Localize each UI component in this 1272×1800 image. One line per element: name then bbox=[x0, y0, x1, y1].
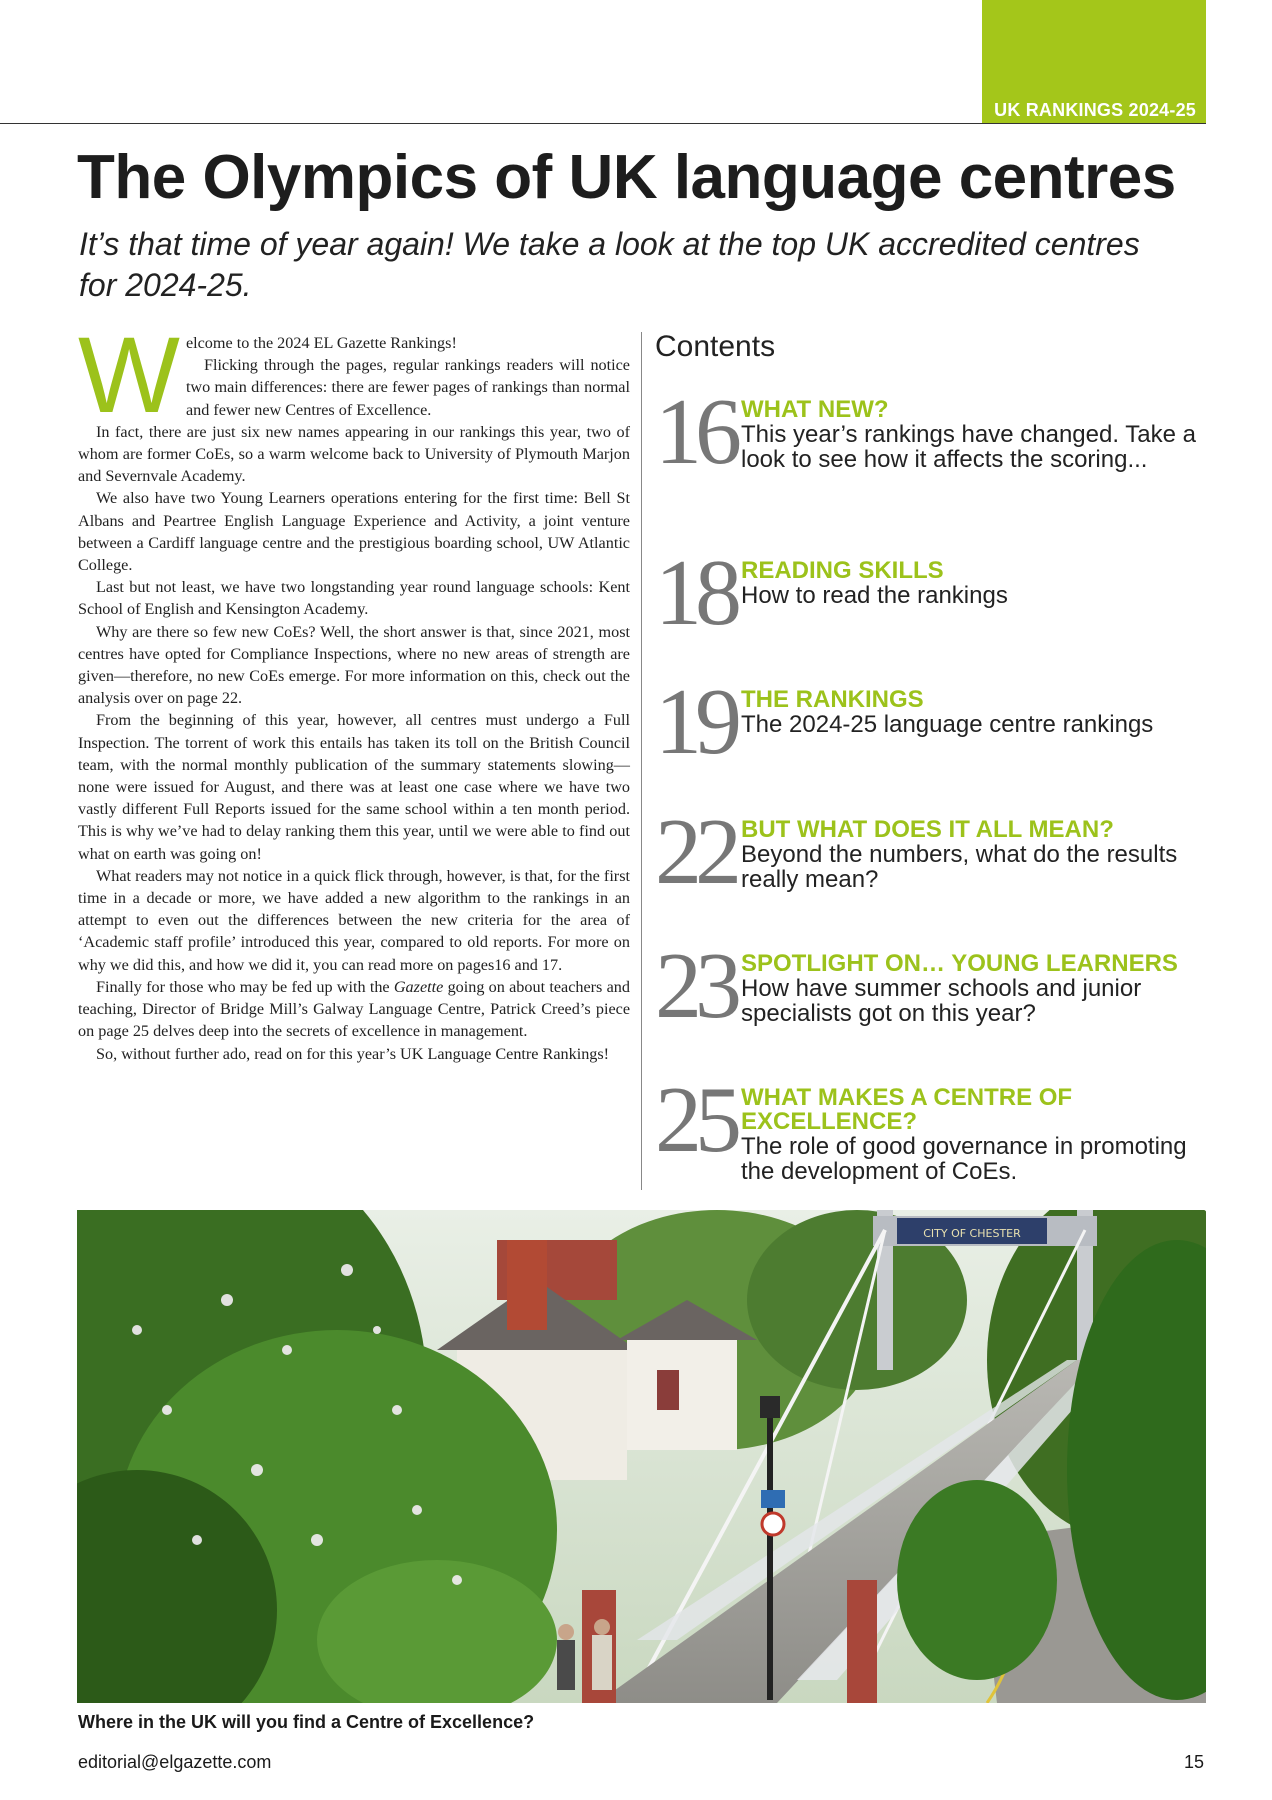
article-paragraph: Welcome to the 2024 EL Gazette Rankings! bbox=[78, 314, 457, 435]
footer-email-link[interactable]: editorial@elgazette.com bbox=[78, 1752, 272, 1772]
article-paragraph: What readers may not notice in a quick flick through, however, is that, for the first time in a decade or more, we have added a new algorithm to the rankings in an attempt to even out the differences between the new criteria for the area of ‘Academic staff profile’ introduced this year, compared to old reports. For more on why we did this, and how we did it, you can read more on pages16 and 17. bbox=[78, 866, 630, 974]
contents-item-desc: This year’s rankings have changed. Take a look to see how it affects the scoring... bbox=[741, 421, 1196, 473]
contents-page-number: 22 bbox=[655, 800, 735, 904]
gazette-italic: Gazette bbox=[393, 977, 444, 996]
contents-item-desc: How to read the rankings bbox=[741, 582, 1008, 609]
contents-item-title: THE RANKINGS bbox=[741, 686, 924, 713]
contents-item[interactable] bbox=[655, 1068, 1215, 1185]
article-body bbox=[78, 314, 630, 1065]
contents-item[interactable] bbox=[655, 934, 1215, 1038]
photo-caption: Where in the UK will you find a Centre of Excellence? bbox=[78, 1712, 535, 1732]
article-paragraph: Why are there so few new CoEs? Well, the short answer is that, since 2021, most centres have opted for Compliance Inspections, where no new areas of strength are given—therefore, no new CoEs emerge. For more information on this, check out the analysis over on page 22. bbox=[78, 622, 630, 708]
contents-item-title: BUT WHAT DOES IT ALL MEAN? bbox=[741, 816, 1114, 843]
contents-item-desc: The role of good governance in promoting the development of CoEs. bbox=[741, 1133, 1187, 1185]
contents-item[interactable] bbox=[655, 670, 1215, 774]
contents-item-desc: Beyond the numbers, what do the results really mean? bbox=[741, 841, 1178, 893]
contents-heading: Contents bbox=[655, 330, 776, 363]
article-paragraph: We also have two Young Learners operations entering for the first time: Bell St Albans and Peartree English Language Experience and Activity, a joint venture between a Cardiff language centre and the prestigious boarding school, UW Atlantic College. bbox=[78, 489, 630, 575]
bridge-photo bbox=[77, 1210, 1206, 1703]
drop-cap: W bbox=[78, 314, 180, 435]
article-paragraph: In fact, there are just six new names appearing in our rankings this year, two of whom are former CoEs, so a warm welcome back to University of Plymouth Marjon and Severnvale Academy. bbox=[78, 422, 630, 486]
contents-page-number: 18 bbox=[655, 541, 735, 645]
contents-item-desc: How have summer schools and junior specialists got on this year? bbox=[741, 975, 1142, 1027]
bridge-sign-text: CITY OF CHESTER bbox=[923, 1227, 1021, 1240]
article-paragraph: From the beginning of this year, however, all centres must undergo a Full Inspection. The torrent of work this entails has taken its toll on the British Council team, with the normal monthly publication of the summary statements slowing—none were issued for August, and there was at least one case where we have two vastly different Full Reports issued for the same school within a ten month period. This is why we’ve had to delay ranking them this year, until we were able to find out what on earth was going on! bbox=[78, 711, 630, 863]
contents-item-title: SPOTLIGHT ON… YOUNG LEARNERS bbox=[741, 950, 1178, 977]
contents-page-number: 19 bbox=[655, 670, 735, 774]
column-divider bbox=[641, 332, 642, 1190]
contents-item-title: WHAT MAKES A CENTRE OF EXCELLENCE? bbox=[741, 1084, 1073, 1135]
contents-item-title: READING SKILLS bbox=[741, 557, 944, 584]
contents-item-title: WHAT NEW? bbox=[741, 396, 889, 423]
contents-item[interactable] bbox=[655, 541, 1215, 645]
article-paragraph: Last but not least, we have two longstanding year round language schools: Kent School of English and Kensington Academy. bbox=[78, 578, 630, 619]
contents-page-number: 23 bbox=[655, 934, 735, 1038]
contents-page-number: 16 bbox=[655, 380, 735, 484]
contents-page-number: 25 bbox=[655, 1068, 735, 1172]
contents-item[interactable] bbox=[655, 800, 1215, 904]
headline: The Olympics of UK language centres bbox=[77, 143, 1176, 212]
section-tab bbox=[982, 0, 1206, 124]
contents-item[interactable] bbox=[655, 380, 1215, 484]
article-paragraph: Finally for those who may be fed up with the Gazette going on about teachers and teaching, Director of Bridge Mill’s Galway Language Centre, Patrick Creed’s piece on page 25 delves deep into the secrets of excellence in management. bbox=[78, 977, 630, 1041]
article-paragraph: Flicking through the pages, regular rankings readers will notice two main differences: there are fewer pages of rankings than normal and fewer new Centres of Excellence. bbox=[185, 356, 630, 419]
contents-item-desc: The 2024-25 language centre rankings bbox=[741, 711, 1154, 738]
header-rule bbox=[0, 123, 1206, 124]
page-number: 15 bbox=[1183, 1752, 1204, 1772]
article-paragraph: So, without further ado, read on for this year’s UK Language Centre Rankings! bbox=[96, 1044, 610, 1063]
subhead: It’s that time of year again! We take a look at the top UK accredited centres for 2024-25. bbox=[79, 226, 1140, 303]
section-tab-label: UK RANKINGS 2024-25 bbox=[994, 100, 1196, 120]
